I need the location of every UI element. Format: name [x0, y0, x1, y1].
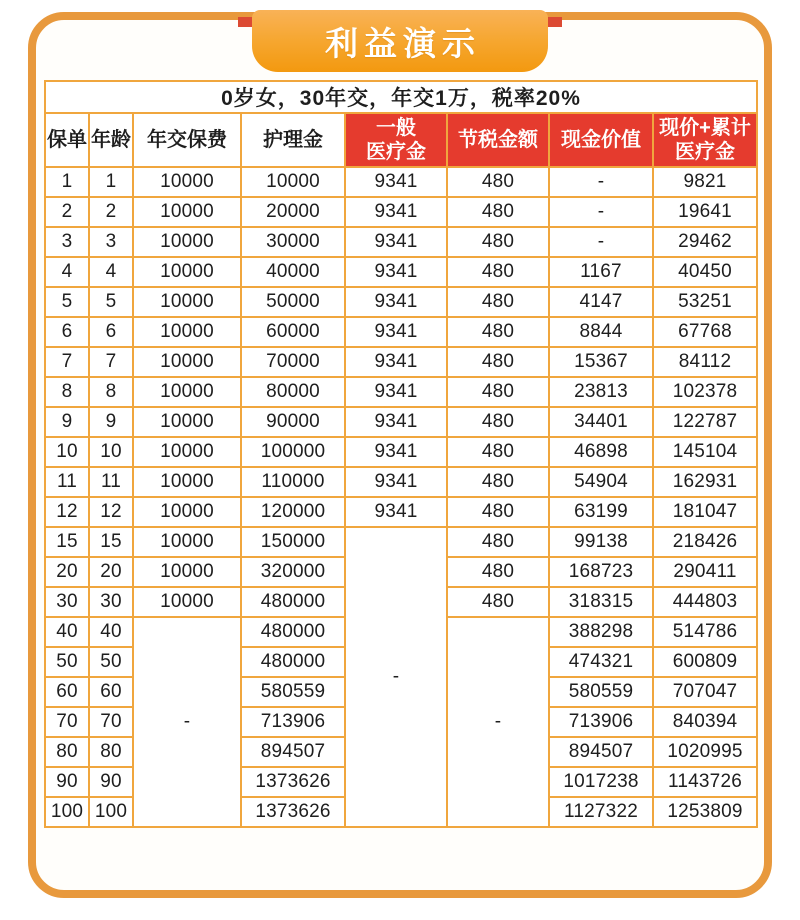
cell-cash-value: 8844 [549, 317, 653, 347]
column-header-tax-saving: 节税金额 [447, 113, 549, 167]
cell-tax-saving: 480 [447, 557, 549, 587]
cell-policy-year: 6 [45, 317, 89, 347]
cell-age: 100 [89, 797, 133, 827]
cell-policy-year: 7 [45, 347, 89, 377]
cell-policy-year: 100 [45, 797, 89, 827]
column-header-policy-year: 保单 [45, 113, 89, 167]
cell-annual-premium: 10000 [133, 557, 241, 587]
cell-annual-premium: 10000 [133, 467, 241, 497]
cell-tax-saving: 480 [447, 377, 549, 407]
cell-annual-premium: 10000 [133, 407, 241, 437]
cell-age: 20 [89, 557, 133, 587]
cell-care-benefit: 320000 [241, 557, 345, 587]
cell-age: 90 [89, 767, 133, 797]
table-row [45, 437, 757, 467]
cell-annual-premium: 10000 [133, 347, 241, 377]
cell-general-medical: - [345, 527, 447, 827]
cell-cash-plus-medical: 19641 [653, 197, 757, 227]
cell-cash-plus-medical: 840394 [653, 707, 757, 737]
cell-policy-year: 12 [45, 497, 89, 527]
cell-care-benefit: 1373626 [241, 767, 345, 797]
benefit-table [44, 80, 758, 828]
cell-tax-saving: - [447, 617, 549, 827]
cell-tax-saving: 480 [447, 437, 549, 467]
cell-policy-year: 2 [45, 197, 89, 227]
column-header-cash-value: 现金价值 [549, 113, 653, 167]
cell-policy-year: 8 [45, 377, 89, 407]
column-header-annual-premium: 年交保费 [133, 113, 241, 167]
subtitle-row [45, 81, 757, 113]
cell-cash-value: - [549, 167, 653, 197]
table-row [45, 377, 757, 407]
cell-cash-value: 168723 [549, 557, 653, 587]
cell-tax-saving: 480 [447, 467, 549, 497]
cell-policy-year: 40 [45, 617, 89, 647]
cell-annual-premium: 10000 [133, 527, 241, 557]
cell-cash-plus-medical: 122787 [653, 407, 757, 437]
cell-cash-value: 580559 [549, 677, 653, 707]
cell-general-medical: 9341 [345, 227, 447, 257]
cell-cash-plus-medical: 1020995 [653, 737, 757, 767]
cell-age: 40 [89, 617, 133, 647]
cell-age: 5 [89, 287, 133, 317]
title-ribbon [252, 10, 548, 72]
cell-annual-premium: 10000 [133, 167, 241, 197]
cell-care-benefit: 120000 [241, 497, 345, 527]
cell-care-benefit: 40000 [241, 257, 345, 287]
cell-age: 10 [89, 437, 133, 467]
cell-general-medical: 9341 [345, 497, 447, 527]
cell-cash-plus-medical: 162931 [653, 467, 757, 497]
cell-cash-plus-medical: 1253809 [653, 797, 757, 827]
table-row [45, 287, 757, 317]
cell-annual-premium: 10000 [133, 197, 241, 227]
table-header-row [45, 113, 757, 167]
cell-general-medical: 9341 [345, 257, 447, 287]
cell-general-medical: 9341 [345, 407, 447, 437]
cell-care-benefit: 580559 [241, 677, 345, 707]
cell-cash-value: 1127322 [549, 797, 653, 827]
cell-age: 3 [89, 227, 133, 257]
cell-policy-year: 70 [45, 707, 89, 737]
cell-policy-year: 50 [45, 647, 89, 677]
cell-care-benefit: 20000 [241, 197, 345, 227]
cell-age: 6 [89, 317, 133, 347]
cell-tax-saving: 480 [447, 197, 549, 227]
cell-policy-year: 4 [45, 257, 89, 287]
cell-tax-saving: 480 [447, 497, 549, 527]
cell-cash-plus-medical: 290411 [653, 557, 757, 587]
cell-tax-saving: 480 [447, 227, 549, 257]
cell-cash-value: 54904 [549, 467, 653, 497]
cell-cash-value: - [549, 227, 653, 257]
cell-care-benefit: 480000 [241, 647, 345, 677]
cell-cash-plus-medical: 29462 [653, 227, 757, 257]
cell-general-medical: 9341 [345, 317, 447, 347]
cell-policy-year: 5 [45, 287, 89, 317]
benefit-card [28, 12, 772, 898]
cell-cash-value: 4147 [549, 287, 653, 317]
cell-policy-year: 9 [45, 407, 89, 437]
cell-care-benefit: 50000 [241, 287, 345, 317]
cell-age: 30 [89, 587, 133, 617]
cell-age: 70 [89, 707, 133, 737]
cell-cash-plus-medical: 707047 [653, 677, 757, 707]
cell-care-benefit: 90000 [241, 407, 345, 437]
cell-cash-plus-medical: 444803 [653, 587, 757, 617]
cell-cash-value: 34401 [549, 407, 653, 437]
cell-tax-saving: 480 [447, 407, 549, 437]
cell-cash-plus-medical: 181047 [653, 497, 757, 527]
cell-cash-value: 894507 [549, 737, 653, 767]
column-header-care-benefit: 护理金 [241, 113, 345, 167]
cell-care-benefit: 70000 [241, 347, 345, 377]
cell-cash-value: 318315 [549, 587, 653, 617]
cell-general-medical: 9341 [345, 167, 447, 197]
cell-care-benefit: 10000 [241, 167, 345, 197]
cell-age: 11 [89, 467, 133, 497]
cell-cash-value: 23813 [549, 377, 653, 407]
cell-care-benefit: 480000 [241, 587, 345, 617]
table-row [45, 167, 757, 197]
title-ribbon-body [252, 10, 548, 72]
cell-annual-premium: 10000 [133, 497, 241, 527]
table-row [45, 497, 757, 527]
cell-cash-value: 474321 [549, 647, 653, 677]
cell-general-medical: 9341 [345, 197, 447, 227]
table-row [45, 407, 757, 437]
cell-care-benefit: 60000 [241, 317, 345, 347]
cell-general-medical: 9341 [345, 287, 447, 317]
table-row [45, 257, 757, 287]
cell-policy-year: 15 [45, 527, 89, 557]
cell-care-benefit: 100000 [241, 437, 345, 467]
cell-annual-premium: 10000 [133, 437, 241, 467]
cell-policy-year: 20 [45, 557, 89, 587]
cell-age: 50 [89, 647, 133, 677]
table-row [45, 197, 757, 227]
cell-policy-year: 10 [45, 437, 89, 467]
cell-age: 8 [89, 377, 133, 407]
cell-tax-saving: 480 [447, 317, 549, 347]
cell-cash-plus-medical: 67768 [653, 317, 757, 347]
cell-age: 60 [89, 677, 133, 707]
cell-cash-value: 388298 [549, 617, 653, 647]
cell-tax-saving: 480 [447, 587, 549, 617]
column-header-age: 年龄 [89, 113, 133, 167]
cell-cash-value: 46898 [549, 437, 653, 467]
cell-cash-value: 1167 [549, 257, 653, 287]
cell-general-medical: 9341 [345, 467, 447, 497]
cell-cash-value: 713906 [549, 707, 653, 737]
cell-tax-saving: 480 [447, 287, 549, 317]
cell-cash-plus-medical: 600809 [653, 647, 757, 677]
cell-age: 15 [89, 527, 133, 557]
cell-care-benefit: 713906 [241, 707, 345, 737]
cell-care-benefit: 110000 [241, 467, 345, 497]
cell-cash-plus-medical: 1143726 [653, 767, 757, 797]
cell-cash-plus-medical: 514786 [653, 617, 757, 647]
cell-cash-plus-medical: 145104 [653, 437, 757, 467]
cell-cash-value: - [549, 197, 653, 227]
table-subtitle: 0岁女，30年交，年交1万，税率20% [45, 81, 757, 113]
cell-age: 9 [89, 407, 133, 437]
table-row [45, 347, 757, 377]
cell-annual-premium: 10000 [133, 227, 241, 257]
cell-general-medical: 9341 [345, 347, 447, 377]
cell-policy-year: 90 [45, 767, 89, 797]
cell-cash-plus-medical: 102378 [653, 377, 757, 407]
cell-care-benefit: 894507 [241, 737, 345, 767]
cell-annual-premium: 10000 [133, 257, 241, 287]
cell-tax-saving: 480 [447, 257, 549, 287]
cell-care-benefit: 1373626 [241, 797, 345, 827]
cell-age: 12 [89, 497, 133, 527]
cell-age: 7 [89, 347, 133, 377]
cell-annual-premium: 10000 [133, 287, 241, 317]
column-header-general-medical: 一般 医疗金 [345, 113, 447, 167]
cell-cash-value: 63199 [549, 497, 653, 527]
cell-annual-premium: - [133, 617, 241, 827]
cell-age: 2 [89, 197, 133, 227]
cell-age: 1 [89, 167, 133, 197]
page-title: 利益演示 [325, 24, 481, 62]
table-row [45, 317, 757, 347]
cell-policy-year: 11 [45, 467, 89, 497]
cell-cash-plus-medical: 53251 [653, 287, 757, 317]
cell-tax-saving: 480 [447, 167, 549, 197]
cell-tax-saving: 480 [447, 527, 549, 557]
cell-cash-plus-medical: 9821 [653, 167, 757, 197]
cell-care-benefit: 30000 [241, 227, 345, 257]
cell-policy-year: 1 [45, 167, 89, 197]
cell-cash-plus-medical: 218426 [653, 527, 757, 557]
cell-care-benefit: 150000 [241, 527, 345, 557]
cell-cash-plus-medical: 84112 [653, 347, 757, 377]
cell-policy-year: 80 [45, 737, 89, 767]
cell-cash-value: 15367 [549, 347, 653, 377]
column-header-cash-plus-medical: 现价+累计 医疗金 [653, 113, 757, 167]
cell-general-medical: 9341 [345, 437, 447, 467]
cell-annual-premium: 10000 [133, 587, 241, 617]
cell-annual-premium: 10000 [133, 317, 241, 347]
cell-age: 4 [89, 257, 133, 287]
cell-general-medical: 9341 [345, 377, 447, 407]
cell-cash-plus-medical: 40450 [653, 257, 757, 287]
cell-care-benefit: 480000 [241, 617, 345, 647]
cell-tax-saving: 480 [447, 347, 549, 377]
table-row [45, 467, 757, 497]
cell-cash-value: 99138 [549, 527, 653, 557]
table-row [45, 227, 757, 257]
cell-cash-value: 1017238 [549, 767, 653, 797]
table-row [45, 527, 757, 557]
cell-policy-year: 60 [45, 677, 89, 707]
cell-age: 80 [89, 737, 133, 767]
cell-policy-year: 30 [45, 587, 89, 617]
cell-annual-premium: 10000 [133, 377, 241, 407]
cell-care-benefit: 80000 [241, 377, 345, 407]
cell-policy-year: 3 [45, 227, 89, 257]
